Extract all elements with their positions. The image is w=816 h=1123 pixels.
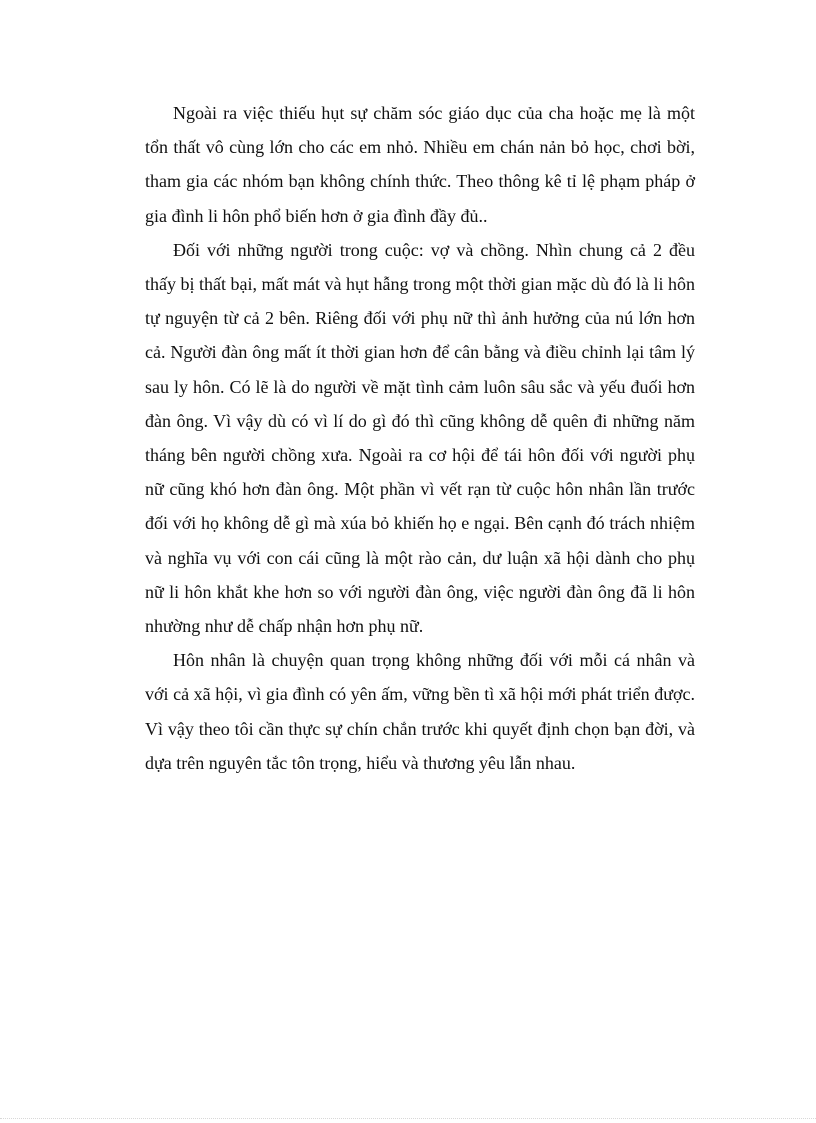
paragraph-3: Hôn nhân là chuyện quan trọng không những đối với mỗi cá nhân và với cả xã hội, vì gia đình có yên ấm, vững bền tì xã hội mới phát triển được. Vì vậy theo tôi cần thực sự chín chắn trước khi quyết định chọn bạn đời, và dựa trên nguyên tắc tôn trọng, hiểu và thương yêu lẫn nhau. bbox=[145, 650, 695, 773]
document-body bbox=[145, 96, 695, 780]
page-bottom-border bbox=[0, 1118, 816, 1119]
paragraph-1: Ngoài ra việc thiếu hụt sự chăm sóc giáo dục của cha hoặc mẹ là một tổn thất vô cùng lớn cho các em nhỏ. Nhiều em chán nản bỏ học, chơi bời, tham gia các nhóm bạn không chính thức. Theo thông kê tỉ lệ phạm pháp ở gia đình li hôn phổ biến hơn ở gia đình đầy đủ.. bbox=[145, 103, 695, 226]
paragraph-2: Đối với những người trong cuộc: vợ và chồng. Nhìn chung cả 2 đều thấy bị thất bại, mất mát và hụt hẫng trong một thời gian mặc dù đó là li hôn tự nguyện từ cả 2 bên. Riêng đối với phụ nữ thì ảnh hưởng của nú lớn hơn cả. Người đàn ông mất ít thời gian hơn để cân bằng và điều chỉnh lại tâm lý sau ly hôn. Có lẽ là do người về mặt tình cảm luôn sâu sắc và yếu đuối hơn đàn ông. Vì vậy dù có vì lí do gì đó thì cũng không dễ quên đi những năm tháng bên người chồng xưa. Ngoài ra cơ hội để tái hôn đối với người phụ nữ cũng khó hơn đàn ông. Một phần vì vết rạn từ cuộc hôn nhân lần trước đối với họ không dễ gì mà xúa bỏ khiến họ e ngại. Bên cạnh đó trách nhiệm và nghĩa vụ với con cái cũng là một rào cản, dư luận xã hội dành cho phụ nữ li hôn khắt khe hơn so với người đàn ông, việc người đàn ông đã li hôn nhường như dễ chấp nhận hơn phụ nữ. bbox=[145, 239, 695, 637]
